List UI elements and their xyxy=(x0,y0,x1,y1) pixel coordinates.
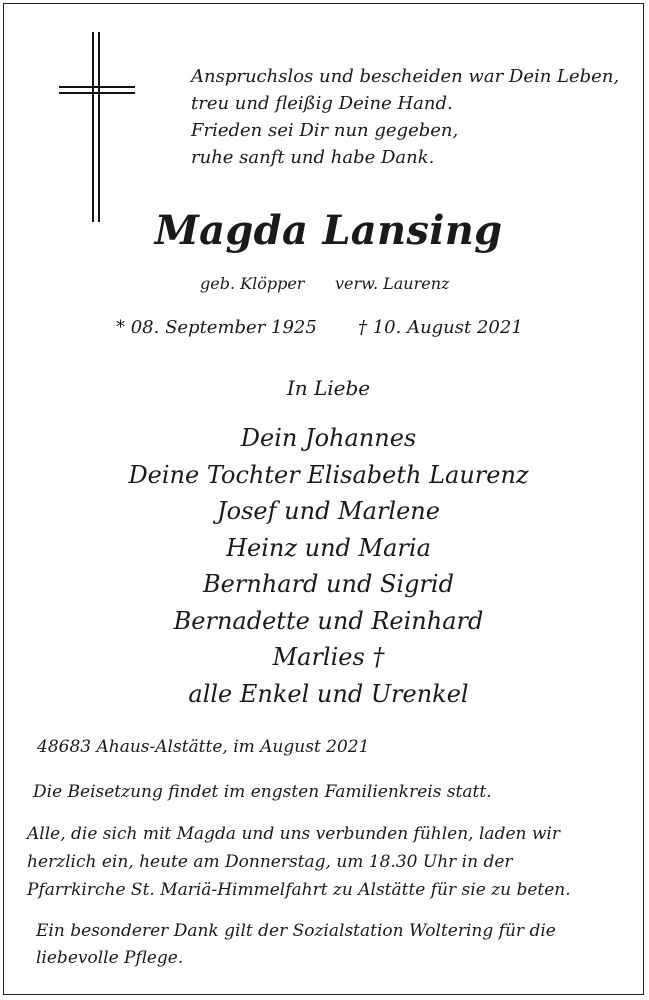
cross-icon xyxy=(59,32,135,222)
mourner-name: Dein Johannes xyxy=(240,424,417,452)
thanks-line: Ein besonderer Dank gilt der Sozialstation Woltering für die xyxy=(36,921,556,941)
invitation-text xyxy=(27,820,571,904)
verse-line: Anspruchslos und bescheiden war Dein Leben, xyxy=(191,66,620,87)
thanks-line: liebevolle Pflege. xyxy=(36,948,184,968)
verse-line: Frieden sei Dir nun gegeben, xyxy=(191,120,459,141)
verse xyxy=(191,63,631,171)
mourner-name: Heinz und Maria xyxy=(226,533,431,562)
mourner-name: Bernhard und Sigrid xyxy=(203,570,454,598)
mourner-name: Josef und Marlene xyxy=(217,497,440,525)
deceased-name: Magda Lansing xyxy=(154,207,503,254)
birth-date: * 08. September 1925 xyxy=(116,317,317,338)
mourner-name: Deine Tochter Elisabeth Laurenz xyxy=(128,460,529,489)
mourner-name: Bernadette und Reinhard xyxy=(173,606,484,635)
mourners-list xyxy=(4,420,649,712)
invitation-line: Pfarrkirche St. Mariä-Himmelfahrt zu Alstätte für sie zu beten. xyxy=(27,880,571,900)
mourner-name: alle Enkel und Urenkel xyxy=(188,679,469,708)
invitation-line: Alle, die sich mit Magda und uns verbunden fühlen, laden wir xyxy=(27,824,560,844)
notice-frame xyxy=(3,3,644,995)
thanks-text xyxy=(36,918,556,972)
verse-line: treu und fleißig Deine Hand. xyxy=(191,93,453,114)
birth-name: geb. Klöpper xyxy=(200,274,305,293)
mourners-intro: In Liebe xyxy=(286,376,371,400)
verse-line: ruhe sanft und habe Dank. xyxy=(191,147,435,168)
death-date: † 10. August 2021 xyxy=(358,317,523,338)
mourner-name: Marlies † xyxy=(272,643,385,671)
widowed-name: verw. Laurenz xyxy=(335,274,450,293)
place-date: 48683 Ahaus-Alstätte, im August 2021 xyxy=(37,737,370,757)
invitation-line: herzlich ein, heute am Donnerstag, um 18.30 Uhr in der xyxy=(27,852,513,872)
funeral-note: Die Beisetzung findet im engsten Familienkreis statt. xyxy=(33,782,492,802)
